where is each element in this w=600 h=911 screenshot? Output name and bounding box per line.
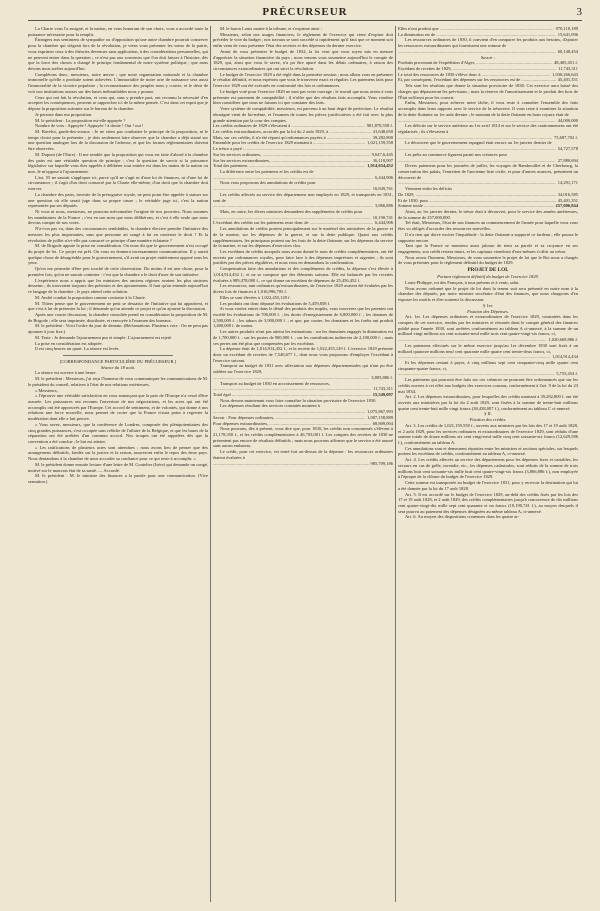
- figure-row: [213, 186, 393, 192]
- page-number: 3: [576, 6, 582, 18]
- figure-value: 14,291,171: [557, 180, 578, 186]
- figure-value: 36,118,007: [372, 157, 393, 163]
- paragraph: Art. 5. Il est accordé sur le budget de l'exercice 1829, au-delà des crédits fixés par les lois des 17 et 19 août 1828, et 2 août 1829, des crédits complémentaires jusqu'à concurrence de dix millions cent quatre-vingt-dix mille sept cent quarante et un francs (10,190,741 f.), au moyen desquels il sera pourvu au paiement des dépenses désignées au même tableau A, ci-annexé.: [398, 491, 578, 514]
- figure-label: Somme totale .....: [398, 203, 554, 209]
- paragraph: La chambre des pairs, investie de la prérogative royale, ne peut point être appelée à statuer sur une question où elle serait juge dans sa propre cause ; le véritable juge ici, c'est la nation représentée par ses députés.: [28, 191, 208, 209]
- paragraph: Les excédans de crédits auxquels nous avons donné le nom de crédits complémentaires, ont été ouverts par ordonnances royales, pour faire face à des dépenses imprévues et urgentes ; ils sont justifiés par des pièces régulières, et nous vous en demandons la confirmation.: [213, 249, 393, 266]
- paragraph: La dépense était de 1,014,914,452 f., et la recette de 1,022,455,129 f. L'exercice 1829 présente donc un excédant de recettes de 7,540,677 f., dont nous vous proposons d'employer l'excédant à l'exercice suivant.: [213, 346, 393, 363]
- paragraph: Art. 3. Les crédits de 1,021,159,558 f., ouverts aux ministres par les lois des 17 et 19 août 1828, et 2 août 1829, pour les services ordinaires et extraordinaires de l'exercice 1829, sont réduits d'une somme totale de douze millions six cent vingt-neuf mille cinq cent soixante-six francs (12,629,586 f.), conformément au tableau A.: [398, 422, 578, 446]
- figure-label: Total égal .....: [213, 392, 371, 398]
- figure-value: 3,805,886 f.: [371, 374, 393, 380]
- paragraph: Et les dépenses restant à payer, à cinq millions sept cent cinquante-cinq mille quatre cent cinquante-quatre francs, ci,: [398, 359, 578, 371]
- masthead-title: PRÉCURSEUR: [262, 6, 348, 18]
- figure-label: Elles n'ont produit que .....: [398, 26, 554, 32]
- paragraph: Art. 1er. Les dépenses ordinaires et extraordinaires de l'exercice 1829, constatées dans les comptes de cet exercice, rendus par les ministres et résumés dans le compte général des finances publié pour l'année 1830, sont arrêtées conformément au tableau A ci-annexé, à la somme de un milliard vingt millions six cent soixante-neuf mille trois cent quatre-vingt-six francs, ci,: [398, 314, 578, 337]
- figure-label: Ensemble pour les crédits de l'exercice 1829 montant à .....: [213, 140, 365, 146]
- figure-label: Le trésor a payé : .....: [213, 146, 391, 152]
- paragraph: Votre système de comptabilité, messieurs, est parvenu à un haut degré de perfection. Le résultat témoigné vient de lui-même, et l'examen de toutes les pièces justificatives a été fait avec la plus grande attention par la cour des comptes.: [213, 106, 393, 123]
- figure-label: Excédant de recettes de 1829, .....: [398, 66, 556, 72]
- figure-row: [398, 337, 578, 343]
- figure-row: [213, 392, 393, 398]
- figure-label: Pour dépenses extraordinaires, .....: [213, 421, 371, 427]
- figure-label: [398, 337, 546, 343]
- paragraph: Nombre de voix : Appuyée ! Appuyée ! à droite ! Oui ! oui !: [35, 123, 144, 129]
- figure-value: 16,849,761: [372, 186, 393, 192]
- paragraph: Les ressources, tant ordinaires qu'extraordinaires, de l'exercice 1829 avaient été évaluées par les divers lois de finances à 1,016,996,705 f.: [213, 283, 393, 295]
- figure-row: [213, 461, 393, 467]
- paragraph: « J'éprouve une véritable satisfaction en vous annonçant que la paix de l'Europe n'a cessé d'être assurée. Les puissances ont reconnu l'ouverture de nos négociations, et les actes qui ont été accomplis ont été approuvés par l'Europe. Cet accord de sentimens, et de volontés, qui donne à nos relations une force nouvelle, nous permet de croire que la France n'aura point à regretter la modération dont elle a fait preuve.: [28, 393, 208, 422]
- figure-value: 27,880,694: [557, 157, 578, 163]
- paragraph: Art. 4. Les crédits affectés au service des départemens pour les dépenses fixes et variables, les secours en cas de grêle, incendie, etc., les dépenses cadastrales, sont réduits de la somme de trois millions huit cent soixante-six mille huit cent quatre-vingt-six francs (3,866,886 f.), non employée à l'époque de la clôture du budget de l'exercice 1829.: [398, 457, 578, 480]
- paragraph: Le crédit, pour cet exercice, est entré fort au-dessus de la dépense : les ressources ordinaires étaient évaluées à: [213, 449, 393, 460]
- figure-value: 11,743,311: [558, 66, 578, 72]
- figure-label: La diminution est de .....: [398, 32, 556, 38]
- figure-value: 15,549,097: [372, 392, 393, 397]
- paragraph: Les paiemens effectués sur le même exercice jusqu'au 1er décembre 1830 sont fixés à un milliard quatorze millions neuf cent quarante mille quatre cent trente-deux francs, ci,: [398, 342, 578, 354]
- paragraph: Qu'on me permette d'être peu touché de cette observation. Du moins il est une chose, pour la première fois, qu'on ne saurait contester : c'est que la chambre a le droit d'user de son initiative.: [28, 266, 208, 277]
- paragraph: M. le président : La proposition est-elle appuyée ?: [35, 117, 126, 123]
- paragraph: Nous vous proposons des annulations de crédits pour: [220, 180, 316, 186]
- paragraph: Ceux qui ont fait la révolution, et ceux qui, sans y prendre part, ont reconnu la nécessité d'en accepter les conséquences, peuvent se rapprocher ici de la même pensée. C'est dans cet esprit que je dépose la proposition suivante sur le bureau de la chambre.: [28, 94, 208, 112]
- paragraph: Complétons donc, messieurs, notre œuvre ; que notre organisation nationale et la chambre immortelle qu'elle a produite soient achevées. L'immortalité de notre acte de naissance sera aussi l'immortalité de la victoire populaire ; la reconnaissance des peuples nous y convie, et le désir de voir nos institutions assises sur des bases inébranlables nous y pousse.: [28, 71, 208, 94]
- paragraph: Je persiste dans ma proposition.: [35, 111, 93, 117]
- figure-label: Sur les services ordinaires, .....: [213, 152, 370, 158]
- figure-row: [213, 375, 393, 381]
- figure-value: 39,282,800: [372, 134, 393, 140]
- figure-value: 1,007,158,889: [367, 414, 393, 420]
- figure-label: [398, 146, 556, 152]
- paragraph: M. le président : Voici l'ordre du jour de demain. (Réclamations. Plusieurs voix : On ne peut pas ajourner à jour fixe.): [28, 323, 208, 335]
- paragraph: Il est cinq heures un quart. La séance est levée.: [35, 346, 120, 352]
- paragraph: Avant de vous présenter le budget de 1832, la loi veut que vous soyez mis en mesure d'apprécier la situation financière du pays ; nous venons vous soumettre aujourd'hui le compte de 1829, qui, ainsi que vous le savez, n'a pu être apuré dans les délais ordinaires, à raison des circonstances extraordinaires qui ont suivi la révolution.: [213, 48, 393, 72]
- paragraph: Art. 6. Au moyen des dispositions contenues dans les quatre ar-: [405, 514, 520, 520]
- paragraph: Tels sont les résultats que donne la situation provisoire de 1830. Cet exercice aura laissé des charges qui dépasseront les prévisions ; mais la réserve de l'amortissement et le produit des bois de l'État suffiront pour les couvrir.: [398, 83, 578, 100]
- paragraph: Le budget de l'exercice 1829 a été réglé dans la première session ; nous allons vous en présenter le résultat définitif, et nous espérons que vous le trouverez exact et régulier. Les paiemens faits pour l'exercice 1829 ont été exécutés en conformité des lois et ordonnances.: [213, 71, 393, 89]
- figure-value: 15,641,096: [557, 31, 578, 37]
- paragraph: Il n'a rien qui doive exciter l'inquiétude : la dette flottante a supporté ce fardeau ; elle pourra le supporter encore.: [398, 231, 578, 243]
- centered-line: § II.: [484, 411, 492, 417]
- section-subheading: Savoir :: [480, 54, 496, 60]
- figure-value: 981,870,558 f.: [366, 123, 393, 129]
- figure-value: 1,020,669,886 f.: [548, 337, 578, 343]
- figure-value: 1,030,266,643: [552, 71, 578, 77]
- paragraph: Viennent enfin les déficits: [405, 186, 453, 192]
- paragraph: Les ressources ordinaires de 1830, il convient d'en comparer les produits aux besoins, d'ajouter les ressources extraordinaires qui fournissent une somme de: [398, 37, 578, 49]
- column-1: [28, 26, 208, 902]
- paragraph: Ces annulations sont et demeurent réparties entre les ministres et sections spéciales, sur lesquels portent les excédans de crédits, conformément au tableau A, ci-annexé.: [398, 445, 578, 457]
- paragraph: Nous devons maintenant vous faire connaître la situation provisoire de l'exercice 1830.: [220, 397, 377, 403]
- paragraph: M. André combat la proposition comme contraire à la Charte.: [35, 294, 146, 300]
- paragraph: M. Teste : Je demande l'ajournement pur et simple. L'ajournement est rejeté.: [35, 334, 173, 340]
- figure-label: Sur les services extraordinaires, .....: [213, 158, 371, 164]
- figure-value: 75,687,702 f.: [554, 134, 578, 140]
- figure-value: 985,709,186: [370, 460, 393, 466]
- figure-value: 44,000,000: [557, 117, 578, 123]
- paragraph: « Vous savez, messieurs, que la conférence de Londres, composée des plénipotentiaires des cinq grandes puissances, s'est occupée sans relâche de l'affaire de la Belgique, et que les bases de la séparation ont été arrêtées d'un commun accord. Nos troupes ont été rappelées dès que la convention a été conclue ; le but est atteint.: [28, 421, 208, 445]
- figure-value: 41,648,650: [372, 128, 393, 134]
- figure-value: 1,021,159,558: [367, 140, 393, 146]
- paragraph: Les annulations de crédits portent principalement sur le matériel des ministères de la guerre et de la marine, sur les dépenses de la guerre, et sur la dette publique. Quant aux crédits supplémentaires, les principaux portent sur les frais de la dette flottante, sur les dépenses du service de la marine, et sur les dépenses d'exercices clos.: [213, 226, 393, 249]
- figure-value: 68,809,004: [372, 420, 393, 426]
- paragraph: L'art. 55 ne saurait s'appliquer ici, parce qu'il ne s'agit ni d'une loi de finances, ni d'une loi de circonstance ; il s'agit d'un droit consacré par la Charte elle-même, d'un droit que la chambre doit exercer.: [28, 174, 208, 192]
- figure-value: 6,444,906: [375, 220, 393, 226]
- figure-value: 11,743,311: [373, 386, 393, 392]
- section-subheading: Portant règlement définitif du budget de l'exercice 1829.: [437, 274, 539, 280]
- paragraph: Le budget voté pour l'exercice 1829 ne sont pas votre ouvrage ; le travail que nous avons à vous présenter est purement de comptabilité ; il n'offre que des résultats faits accomplis. Vous voudrez bien considérer que nous ne faisons ici que constater des faits.: [213, 88, 393, 106]
- paragraph: M. le président donne ensuite lecture d'une lettre de M. Coutelier (Isère) qui demande un congé, motivé sur le mauvais état de sa santé. — Accordé.: [28, 461, 208, 473]
- figure-label: Les crédits ordinaires de 1829 s'élevaient à .....: [213, 123, 365, 129]
- paragraph: Les produits ont donc dépassé les évaluations de 5,459,858 f.: [220, 300, 331, 306]
- section-subheading: Séance du 18 août.: [100, 364, 136, 370]
- paragraph: Nous avons ordonné que le projet de loi dont la teneur suit sera présenté en notre nom à la chambre des députés, par notre ministre secrétaire d'état des finances, que nous chargeons d'en exposer les motifs et d'en soutenir la discussion.: [398, 285, 578, 303]
- figure-label: Les crédits extraordinaires, accordés par la loi du 2 août 1829, à .....: [213, 129, 371, 135]
- paragraph: La Charte vous l'a assigné, et la nation, en vous honorant de son choix, vous a accordé toute la puissance nécessaire pour la remplir.: [28, 26, 208, 37]
- figure-value: 9,647,6,445: [371, 151, 393, 157]
- figure-label: De 1829, .....: [398, 192, 556, 198]
- centered-line: [CORRESPONDANCE PARTICULIÈRE DU PRÉCURSEUR.]: [59, 358, 177, 364]
- paragraph: Art. 2. Les dépenses extraordinaires, pour lesquelles des crédits montant à 39,282,800 f. ont été ouverts aux ministères par la loi du 2 août 1829, sont fixées à la somme de trente-huit millions quatre cent trente-huit mille vingt francs (38,438,007 f.), conformément au tableau C ci-annexé.: [398, 394, 578, 411]
- paragraph: « Les ratifications de plusieurs actes sont attendues ; nous avons lieu de penser que des arrangemens définitifs, fondés sur la justice et la raison, assureront enfin le repos des deux pays. Nous demandons à la chambre de nous accorder sa confiance pour ce qui reste à accomplir. »: [28, 444, 208, 462]
- paragraph: Nous avons l'honneur, Messieurs, de vous soumettre le projet de loi que le Roi nous a chargés de vous présenter pour le règlement définitif du budget de 1829.: [398, 254, 578, 266]
- paragraph: Ainsi, au 1er janvier dernier, le trésor était à découvert, pour le service des années antérieures, de la somme de 257,000,000.: [398, 209, 578, 220]
- paragraph: Louis-Philippe, roi des Français, à tous présens et à venir, salut.: [405, 279, 520, 285]
- section-subheading: Fixation des Dépenses.: [467, 308, 509, 314]
- figure-value: 1,014,914,434: [552, 354, 578, 360]
- column-rule: [395, 26, 396, 902]
- paragraph: Les déficits sur le service antérieur au 1er avril 1814 et sur le service des cautionnemens ont été régularisés ; ils s'élevaient à: [398, 123, 578, 134]
- figure-row: [398, 49, 578, 55]
- paragraph: Tant que la France se montrera aussi jalouse de tenir sa parole et sa croyance en ses engagemens, son crédit restera intact, et les capitaux viendront d'eux-mêmes s'offrir au trésor.: [398, 243, 578, 255]
- paragraph: La prise en considération est adoptée.: [35, 340, 103, 346]
- column-2: [213, 26, 393, 902]
- figure-label: Et de 1830, pour .....: [398, 198, 556, 204]
- figure-label: Mais, sur ces crédits, il n'a été réparti qu'ordonnances payées à .....: [213, 135, 371, 141]
- paragraph: M. de Brigode appuie la prise en considération. On nous dit que le gouvernement n'est occupé du projet de loi. Ce projet est prêt. On vous en donnera incessamment communication. Il y aurait quelque chose de désagréable pour le gouvernement, s'il avait un projet entièrement opposé sous les yeux.: [28, 243, 208, 266]
- figure-label: Le total des ressources de 1830 s'élève donc à .....: [398, 72, 550, 78]
- figure-value: 257,006,844: [555, 203, 578, 209]
- paragraph: M. le président : M. le ministre des finances a la parole pour une communication. (Vive sensation.): [28, 473, 208, 485]
- figure-label: [213, 186, 371, 192]
- paragraph: M. le baron Louis monte à la tribune, et s'exprime ainsi :: [220, 26, 322, 31]
- figure-value: 48,405,451 f.: [554, 60, 578, 66]
- figure-value: 6,444,906: [375, 174, 393, 180]
- paragraph: Les paiemens qui pourront être faits sur ces créances ne pourront être ordonnancés que sur les crédits ouverts à cet effet aux budgets des exercices courans, conformément à l'art. 9 de la loi du 23 mai 1834.: [398, 377, 578, 394]
- section-heading: PROJET DE LOI.: [467, 267, 509, 274]
- figure-row: [398, 146, 578, 152]
- paragraph: La différence entre les paiemens et les crédits est de: [220, 168, 314, 174]
- paragraph: M. le président : Messieurs, j'ai reçu l'honneur de vous communiquer les communications de M. le président du conseil, relatives à l'état de nos relations extérieures.: [28, 376, 208, 387]
- paragraph: Nous pouvons, dès à présent, vous dire que, pour 1830, les crédits non consommés s'élèvent à 21,178,350 f., et les crédits complémentaires à 46,703,001 f. Les comptes des recettes de 1830 ne présentent pas encore de résultats définitifs ; mais nous pouvons affirmer que le service a été assuré sans aucun embarras.: [213, 426, 393, 449]
- figure-label: Savoir : Pour dépenses ordinaires, .....: [213, 415, 365, 421]
- figure-value: 1,014,654,452: [367, 163, 393, 169]
- figure-value: 45,401,351: [557, 197, 578, 203]
- paragraph: M. Thiers pense que le gouvernement ne peut se dessaisir de l'initiative qui lui appartient, et que c'est à lui de présenter la loi ; il demande qu'on attende ce projet et qu'on ajourne la discussion.: [28, 300, 208, 312]
- paragraph: Enfin, Messieurs, pour achever notre tâche, il vous reste à connaître l'ensemble des faits accomplis dans leurs rapports avec le service de la trésorerie. Il vous reste à examiner la situation de la dette flottante au 1er août dernier ; le montant de la dette flottante en bons royaux était de: [398, 100, 578, 117]
- figure-value: 45,401,351: [557, 77, 578, 83]
- paragraph: Les dépenses résultant des services constatés montent à: [220, 403, 320, 409]
- page-header: [28, 6, 582, 21]
- figure-value: 970,118,189: [555, 26, 578, 31]
- figure-label: [213, 375, 369, 381]
- paragraph: La séance est ouverte à une heure.: [35, 370, 97, 376]
- paragraph: Ni vous ni nous, messieurs, ne pouvons méconnaître l'origine de nos pouvoirs. Nous sommes les mandataires de la France ; c'est en son nom que nous délibérons, et c'est à elle seule que nous devons compte de nos votes.: [28, 209, 208, 226]
- figure-value: 1,075,867,993: [367, 409, 393, 415]
- paragraph: Compensation faite des annulations et des compléments de crédits, la dépense s'est élevée à 1,014,914,452 f., et ne se compose que des éléments suivans. Elle est balancée par les recettes évaluées à 989,478,000 f., ce qui donne un excédant de dépenses de 25,456,452 f.: [213, 266, 393, 283]
- figure-value: 34,016,585: [557, 191, 578, 197]
- column-3: [398, 26, 578, 902]
- paragraph: Les crédits affectés au service des départemens non employés en 1829, et transportés en 1831, sont de: [213, 191, 393, 203]
- figure-value: 3,866,886: [375, 203, 393, 209]
- figure-label: [398, 49, 556, 55]
- figure-value: 60,148,454: [557, 48, 578, 54]
- paragraph: Étrangers aux sentimens de sympathie ou d'opposition qu'une autre chambre pourrait conserver pour la chambre qui siégeait lors de la révolution, je viens vous présenter les vœux de la patrie, vous exprimer ceux à des théories devenues sans application, à des considérations personnelles, qui ne peuvent entrer dans la question ; ce n'est pas aux souvenirs que l'on doit laisser à l'histoire, dès que la force des choses a changé le principe fondamental de notre système politique ; que nous devons nous arrêter aujourd'hui.: [28, 37, 208, 72]
- paragraph: Après une courte discussion, la chambre consultée prend en considération la proposition de M. de Brigode ; elle sera imprimée, distribuée, et renvoyée à l'examen des bureaux.: [28, 311, 208, 323]
- paragraph: Cette somme est transportée au budget de l'exercice 1831, pour y recevoir la destination qui lui a été donnée par la loi du 17 août 1828.: [398, 480, 578, 491]
- section-separator: [63, 355, 173, 356]
- paragraph: Les prêts au commerce figurent parmi nos créances pour: [405, 151, 507, 157]
- figure-value: 10,190,741: [372, 214, 393, 220]
- paragraph: Le découvert que le gouvernement espagnol était encore au 1er janvier dernier de: [405, 140, 552, 146]
- paragraph: Tel était, Messieurs, l'état de nos finances au commencement de l'année pour laquelle vous vous êtes vu obligés d'accorder des ressources nouvelles.: [398, 220, 578, 232]
- paragraph: Transport au budget de 1830 en accroissement de ressources,: [220, 380, 330, 386]
- paragraph: Messieurs, selon nos usages financiers, le règlement de l'exercice qui vient d'expirer doit précéder le vote du budget ; nos travaux se sont succédé si rapidement qu'il faut que ce moment soit enfin venu de vous présenter l'état des recettes et des dépenses du dernier exercice.: [213, 31, 393, 49]
- paragraph: L'expérience nous a appris que les ministres des anciens régimes avaient les plus sinistres desseins ; ils trouvaient toujours des prétextes et des ajournemens. Il faut qu'on entende aujourd'hui ce langage de la chambre ; le pays attend cette solution.: [28, 277, 208, 295]
- figure-value: 54,727,578: [557, 146, 578, 152]
- paragraph: « Messieurs,: [35, 387, 58, 393]
- column-rule: [210, 26, 211, 902]
- paragraph: Elles se sont élevées à 1,022,455,129 f.: [220, 294, 291, 300]
- paragraph: M. Dupont (de l'Eure) : Il me semble que la proposition qui vous est faite d'abord à la chambre des pairs est une véritable question de principe ; c'est la question de savoir si la puissance législative sur laquelle vous êtes appelés à délibérer tout entière est dans les mains de la nation ou non. Je m'oppose à l'ajournement.: [28, 151, 208, 174]
- figure-label: Produits provenant de l'expédition d'Alger, .....: [398, 60, 552, 66]
- figure-value: 5,755,454 f.: [556, 371, 578, 377]
- section-subheading: Fixation des crédits.: [469, 417, 507, 423]
- paragraph: Mais, en outre, les divers ministres demandent des suppléments de crédits pour: [220, 209, 363, 214]
- figure-label: L'excédant des crédits sur les paiemens reste donc de .....: [213, 220, 373, 226]
- figure-label: Et, par conséquent, l'excédant des dépenses sur les ressources est de .....: [398, 77, 556, 83]
- figure-label: [213, 461, 369, 467]
- centered-line: § 1er.: [483, 302, 493, 308]
- paragraph: Transport au budget de 1831 avec affectation aux dépenses départementales qui n'ont pu être soldées sur l'exercice 1829,: [213, 363, 393, 375]
- paragraph: Les autres produits n'ont pas atteint les estimations : sur les domaines engagés la diminution est de 1,700,000 f. ; sur les postes de 900,000 f. ; sur les contributions indirectes de 2,100,000 f. ; mais ces pertes ont été plus que compensées par les excédans.: [213, 329, 393, 346]
- paragraph: N'a-t-on pas vu, dans des circonstances semblables, la chambre élective prendre l'initiative des mesures les plus importantes, sans que personne ait songé à lui en contester le droit ? Et la révolution de juillet n'a-t-elle pas consacré ce principe d'une manière éclatante ?: [28, 226, 208, 243]
- figure-label: Total des paiemens .....: [213, 163, 365, 169]
- paragraph: Divers paiemens pour les journées de juillet, les voyages de Rambouillet et de Cherbourg, la conservation des palais, l'entretien de l'ancienne liste civile, et pour d'autres avances, présentent un découvert de: [398, 163, 578, 180]
- paragraph: Si vous voulez entrer dans le détail des produits des impôts, vous trouverez que les patentes ont excédé les évaluations de 700,000 f. ; les droits d'enregistrement de 6,800,000 f. ; les douanes de 2,500,000 f. ; les tabacs de 3,900,000 f. ; et que, par contre, les domaines et les forêts ont produit 1,400,000 f. de moins.: [213, 306, 393, 329]
- paragraph: M. Bavelot, garde-des-sceaux : Je ne viens pas combattre le principe de la proposition, ni le temps choisi pour la présenter ; je dois seulement faire observer que la chambre a déjà statué sur une question analogue lors de la discussion de l'adresse, et que les formes réglementaires doivent être observées.: [28, 128, 208, 152]
